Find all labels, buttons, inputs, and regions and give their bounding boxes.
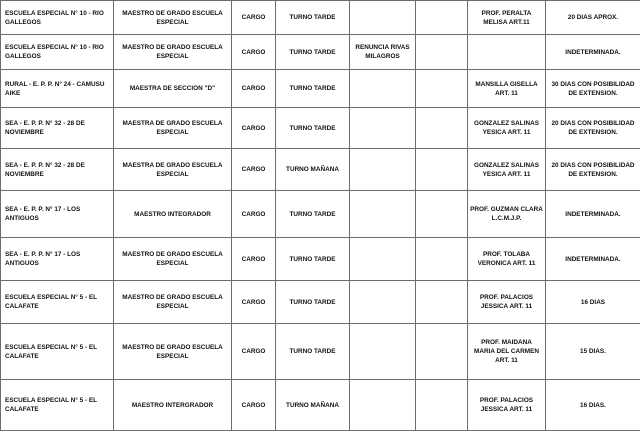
- type-cell: CARGO: [232, 70, 276, 108]
- duration-cell: 15 DIAS.: [546, 324, 640, 380]
- table-row: [1, 380, 640, 431]
- position-cell: MAESTRA DE SECCION "D": [114, 70, 232, 108]
- type-cell: CARGO: [232, 380, 276, 431]
- table-row: [1, 191, 640, 238]
- reason-cell: [350, 70, 416, 108]
- school-cell: RURAL - E. P. P. N° 24 - CAMUSU AIKE: [1, 70, 114, 108]
- school-cell: ESCUELA ESPECIAL N° 10 - RIO GALLEGOS: [1, 1, 114, 35]
- shift-cell: TURNO TARDE: [276, 324, 350, 380]
- table-row: [1, 324, 640, 380]
- holder-cell: GONZALEZ SALINAS YESICA ART. 11: [468, 108, 546, 149]
- type-cell: CARGO: [232, 324, 276, 380]
- shift-cell: TURNO TARDE: [276, 238, 350, 281]
- position-cell: MAESTRA DE GRADO ESCUELA ESPECIAL: [114, 108, 232, 149]
- duration-cell: 30 DIAS CON POSIBILIDAD DE EXTENSION.: [546, 70, 640, 108]
- duration-cell: 16 DIAS.: [546, 380, 640, 431]
- shift-cell: TURNO TARDE: [276, 281, 350, 324]
- shift-cell: TURNO TARDE: [276, 35, 350, 70]
- position-cell: MAESTRO DE GRADO ESCUELA ESPECIAL: [114, 324, 232, 380]
- holder-cell: MANSILLA GISELLA ART. 11: [468, 70, 546, 108]
- holder-cell: PROF. PERALTA MELISA ART.11: [468, 1, 546, 35]
- type-cell: CARGO: [232, 1, 276, 35]
- duration-cell: 16 DIAS: [546, 281, 640, 324]
- school-cell: SEA - E. P. P. N° 32 - 28 DE NOVIEMBRE: [1, 149, 114, 191]
- shift-cell: TURNO TARDE: [276, 108, 350, 149]
- extra-cell: [416, 238, 468, 281]
- reason-cell: [350, 238, 416, 281]
- shift-cell: TURNO MAÑANA: [276, 149, 350, 191]
- holder-cell: PROF. TOLABA VERONICA ART. 11: [468, 238, 546, 281]
- holder-cell: PROF. PALACIOS JESSICA ART. 11: [468, 281, 546, 324]
- reason-cell: [350, 380, 416, 431]
- reason-cell: RENUNCIA RIVAS MILAGROS: [350, 35, 416, 70]
- school-cell: ESCUELA ESPECIAL N° 5 - EL CALAFATE: [1, 324, 114, 380]
- holder-cell: PROF. PALACIOS JESSICA ART. 11: [468, 380, 546, 431]
- table-row: [1, 281, 640, 324]
- table-row: [1, 108, 640, 149]
- type-cell: CARGO: [232, 191, 276, 238]
- reason-cell: [350, 108, 416, 149]
- extra-cell: [416, 324, 468, 380]
- type-cell: CARGO: [232, 108, 276, 149]
- holder-cell: GONZALEZ SALINAS YESICA ART. 11: [468, 149, 546, 191]
- table-row: [1, 70, 640, 108]
- holder-cell: [468, 35, 546, 70]
- holder-cell: PROF. GUZMAN CLARA L.C.M.J.P.: [468, 191, 546, 238]
- reason-cell: [350, 149, 416, 191]
- duration-cell: INDETERMINADA.: [546, 35, 640, 70]
- school-cell: SEA - E. P. P. N° 17 - LOS ANTIGUOS: [1, 191, 114, 238]
- table-row: [1, 1, 640, 35]
- type-cell: CARGO: [232, 281, 276, 324]
- position-cell: MAESTRO INTERGRADOR: [114, 380, 232, 431]
- table-row: [1, 35, 640, 70]
- extra-cell: [416, 70, 468, 108]
- school-cell: SEA - E. P. P. N° 17 - LOS ANTIGUOS: [1, 238, 114, 281]
- duration-cell: INDETERMINADA.: [546, 238, 640, 281]
- table-row: [1, 149, 640, 191]
- position-cell: MAESTRO DE GRADO ESCUELA ESPECIAL: [114, 281, 232, 324]
- table-row: [1, 238, 640, 281]
- reason-cell: [350, 1, 416, 35]
- duration-cell: INDETERMINADA.: [546, 191, 640, 238]
- shift-cell: TURNO TARDE: [276, 70, 350, 108]
- school-cell: ESCUELA ESPECIAL N° 5 - EL CALAFATE: [1, 281, 114, 324]
- reason-cell: [350, 281, 416, 324]
- school-cell: SEA - E. P. P. N° 32 - 28 DE NOVIEMBRE: [1, 108, 114, 149]
- shift-cell: TURNO TARDE: [276, 191, 350, 238]
- position-cell: MAESTRO DE GRADO ESCUELA ESPECIAL: [114, 1, 232, 35]
- school-cell: ESCUELA ESPECIAL N° 10 - RIO GALLEGOS: [1, 35, 114, 70]
- type-cell: CARGO: [232, 149, 276, 191]
- position-cell: MAESTRO DE GRADO ESCUELA ESPECIAL: [114, 238, 232, 281]
- reason-cell: [350, 191, 416, 238]
- extra-cell: [416, 108, 468, 149]
- extra-cell: [416, 1, 468, 35]
- school-cell: ESCUELA ESPECIAL N° 5 - EL CALAFATE: [1, 380, 114, 431]
- duration-cell: 20 DIAS CON POSIBILIDAD DE EXTENSION.: [546, 108, 640, 149]
- type-cell: CARGO: [232, 238, 276, 281]
- duration-cell: 20 DIAS CON POSIBILIDAD DE EXTENSION.: [546, 149, 640, 191]
- extra-cell: [416, 281, 468, 324]
- extra-cell: [416, 149, 468, 191]
- shift-cell: TURNO MAÑANA: [276, 380, 350, 431]
- position-cell: MAESTRO INTEGRADOR: [114, 191, 232, 238]
- position-cell: MAESTRA DE GRADO ESCUELA ESPECIAL: [114, 149, 232, 191]
- shift-cell: TURNO TARDE: [276, 1, 350, 35]
- type-cell: CARGO: [232, 35, 276, 70]
- duration-cell: 20 DIAS APROX.: [546, 1, 640, 35]
- extra-cell: [416, 380, 468, 431]
- holder-cell: PROF. MAIDANA MARIA DEL CARMEN ART. 11: [468, 324, 546, 380]
- extra-cell: [416, 191, 468, 238]
- position-cell: MAESTRO DE GRADO ESCUELA ESPECIAL: [114, 35, 232, 70]
- reason-cell: [350, 324, 416, 380]
- extra-cell: [416, 35, 468, 70]
